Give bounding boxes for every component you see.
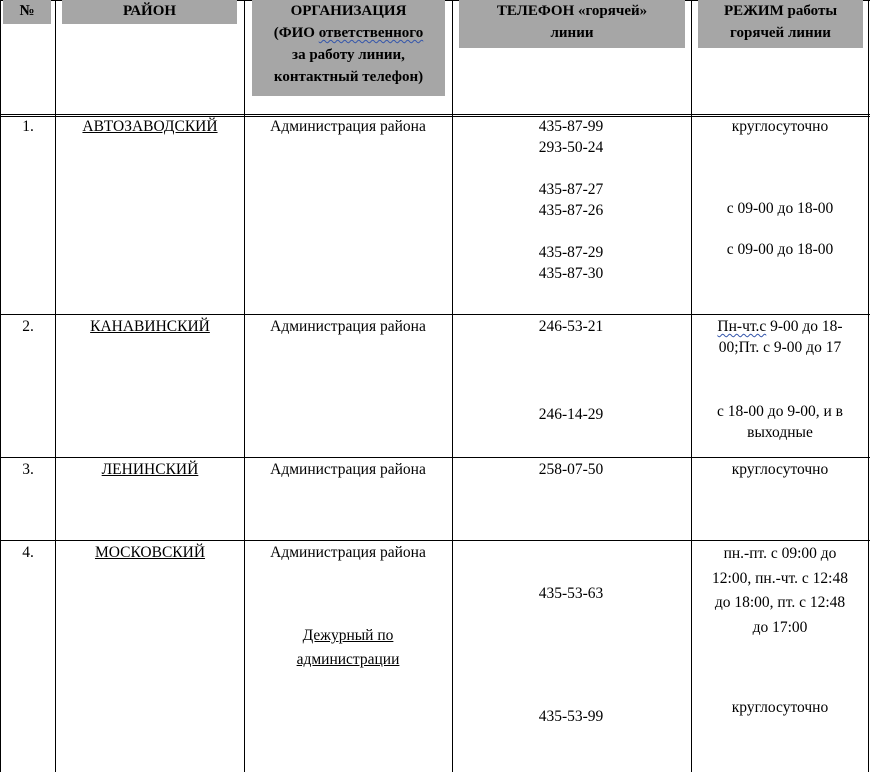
work-mode: с 09-00 до 18-00: [726, 241, 834, 258]
duty-officer-line: администрации: [296, 651, 400, 668]
work-mode-days: Пн-чт.с: [717, 318, 767, 335]
row-divider: [0, 540, 870, 541]
header-organization: [252, 0, 445, 96]
work-mode-line: с 18-00 до 9-00, и в: [717, 403, 843, 420]
work-mode-line: [692, 316, 868, 337]
work-mode-line: выходные: [747, 424, 813, 441]
row-number: 4.: [22, 544, 34, 561]
header-district-label: РАЙОН: [122, 3, 177, 19]
district-name: КАНАВИНСКИЙ: [90, 318, 210, 335]
work-mode: круглосуточно: [731, 699, 829, 716]
work-mode-line: 00;Пт. с 9-00 до 17: [718, 339, 842, 356]
organization: Администрация района: [270, 544, 426, 561]
district-name: МОСКОВСКИЙ: [94, 544, 206, 561]
work-mode: круглосуточно: [731, 118, 829, 135]
header-district: [62, 0, 237, 24]
header-phone-line: ТЕЛЕФОН «горячей»: [496, 3, 648, 19]
header-num: [3, 0, 51, 24]
work-mode: круглосуточно: [731, 461, 829, 478]
work-mode-hours: 9-00 до 18-: [766, 318, 843, 335]
phone-number: 258-07-50: [538, 461, 604, 478]
phone-number: 435-87-30: [538, 265, 604, 282]
header-mode-line: горячей линии: [730, 25, 831, 41]
header-org-line: контактный телефон): [273, 69, 424, 85]
work-mode: [692, 401, 868, 443]
header-num-label: №: [19, 3, 35, 19]
organization: Администрация района: [270, 118, 426, 135]
phone-number: 293-50-24: [538, 139, 604, 156]
duty-officer: [245, 624, 451, 672]
row-divider: [0, 114, 870, 115]
phone-number: 435-87-99: [538, 118, 604, 135]
district-name: ЛЕНИНСКИЙ: [101, 461, 199, 478]
work-mode: с 09-00 до 18-00: [726, 200, 834, 217]
work-mode-line: до 17:00: [752, 618, 808, 636]
phone-number: 435-87-27: [538, 181, 604, 198]
organization: Администрация района: [270, 318, 426, 335]
row-number: 2.: [22, 318, 34, 335]
duty-officer-line: Дежурный по: [302, 627, 394, 644]
work-mode-line: 12:00, пн.-чт. с 12:48: [712, 569, 848, 587]
phone-number: 435-87-26: [538, 202, 604, 219]
work-mode: [692, 316, 868, 358]
phone-number: 246-14-29: [538, 406, 604, 423]
phone-number: 435-87-29: [538, 244, 604, 261]
header-org-line: ОРГАНИЗАЦИЯ: [290, 3, 407, 19]
district-name: АВТОЗАВОДСКИЙ: [82, 118, 218, 135]
work-mode-line: пн.-пт. с 09:00 до: [723, 545, 837, 562]
row-divider: [0, 314, 870, 315]
header-phone-line: линии: [550, 25, 594, 41]
work-mode: [692, 542, 868, 640]
phone-number: 246-53-21: [538, 318, 604, 335]
header-org-line: (ФИО ответственного: [273, 25, 424, 41]
row-number: 3.: [22, 461, 34, 478]
work-mode-line: до 18:00, пт. с 12:48: [714, 594, 846, 611]
phone-number: 435-53-99: [538, 708, 604, 725]
phone-number: 435-53-63: [538, 585, 604, 602]
organization: Администрация района: [270, 461, 426, 478]
header-mode: [698, 0, 863, 48]
header-mode-line: РЕЖИМ работы: [723, 3, 838, 19]
header-org-line: за работу линии,: [292, 47, 405, 63]
header-phone: [459, 0, 685, 48]
row-divider: [0, 457, 870, 458]
row-number: 1.: [22, 118, 34, 135]
